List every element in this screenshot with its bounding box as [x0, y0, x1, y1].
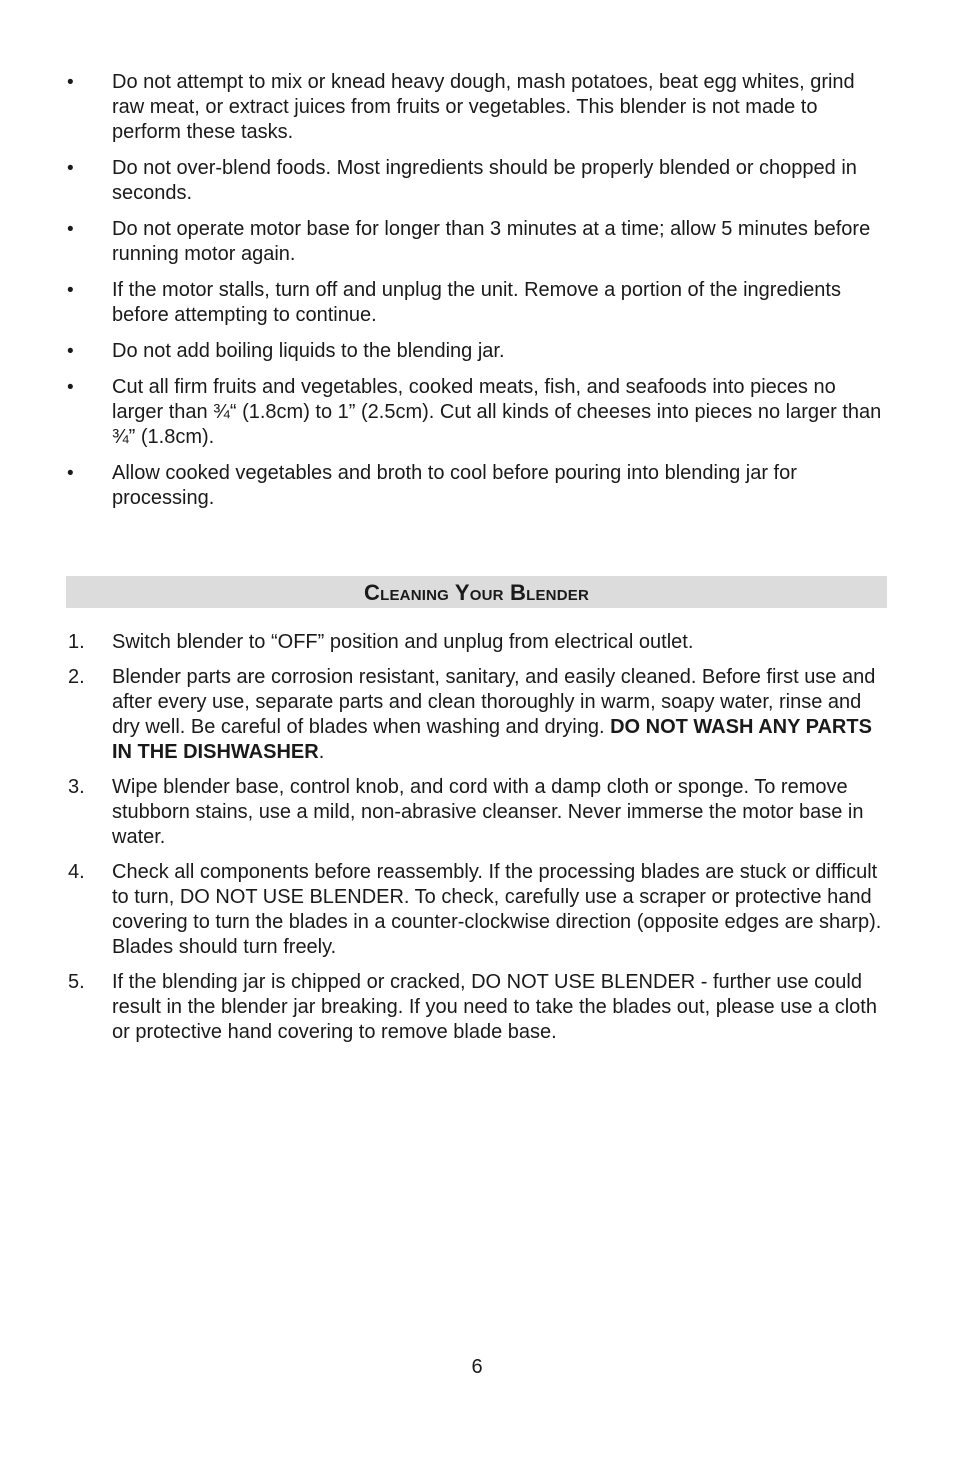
list-item — [66, 375, 886, 450]
step-number: 5. — [68, 971, 85, 993]
bullet-marker: • — [67, 72, 74, 93]
page-number: 6 — [471, 1356, 483, 1378]
step-number: 4. — [68, 861, 85, 883]
list-item — [66, 461, 886, 511]
list-item — [66, 630, 888, 655]
bullet-marker: • — [67, 219, 74, 240]
bullet-marker: • — [67, 280, 74, 301]
step-warning: DO NOT WASH ANY PARTS IN THE DISHWASHER — [112, 716, 872, 763]
list-item-text: If the motor stalls, turn off and unplug the unit. Remove a portion of the ingredients before attempting to continue. — [112, 279, 841, 326]
step-number: 3. — [68, 776, 85, 798]
list-item — [66, 278, 886, 328]
bullet-marker: • — [67, 158, 74, 179]
step-text: Switch blender to “OFF” position and unplug from electrical outlet. — [112, 631, 694, 653]
bullet-marker: • — [67, 463, 74, 484]
step-text: If the blending jar is chipped or cracked, DO NOT USE BLENDER - further use could result in the blender jar breaking. If you need to take the blades out, please use a cloth or protective hand covering to remove blade base. — [112, 971, 877, 1043]
section-heading-bar — [66, 576, 887, 608]
step-text: Check all components before reassembly. If the processing blades are stuck or difficult to turn, DO NOT USE BLENDER. To check, carefully use a scraper or protective hand covering to turn the blades in a counter-clockwise direction (opposite edges are sharp). Blades should turn freely. — [112, 861, 882, 958]
step-text-end: . — [318, 741, 325, 763]
step-text: Blender parts are corrosion resistant, sanitary, and easily cleaned. Before first use and after every use, separate parts and clean thoroughly in warm, soapy water, rinse and dry well. Be careful of blades when washing and drying. — [112, 666, 876, 738]
list-item — [66, 217, 886, 267]
list-item-text: Do not attempt to mix or knead heavy dough, mash potatoes, beat egg whites, grind raw meat, or extract juices from fruits or vegetables. This blender is not made to perform these tasks. — [112, 71, 855, 143]
step-number: 1. — [68, 631, 85, 653]
list-item — [66, 665, 888, 765]
section-title: Cleaning Your Blender — [364, 580, 589, 605]
list-item-text: Do not over-blend foods. Most ingredients should be properly blended or chopped in seconds. — [112, 157, 857, 204]
list-item-text: Cut all firm fruits and vegetables, cooked meats, fish, and seafoods into pieces no larger than ¾“ (1.8cm) to 1” (2.5cm). Cut all kinds of cheeses into pieces no larger than ¾” (1.8cm). — [112, 376, 882, 448]
step-text: Wipe blender base, control knob, and cord with a damp cloth or sponge. To remove stubborn stains, use a mild, non-abrasive cleanser. Never immerse the motor base in water. — [112, 776, 864, 848]
list-item-text: Do not add boiling liquids to the blending jar. — [112, 340, 505, 362]
list-item — [66, 860, 888, 960]
list-item — [66, 339, 886, 364]
cleaning-steps-list — [66, 630, 888, 1055]
precautions-list — [66, 70, 886, 522]
list-item-text: Allow cooked vegetables and broth to cool before pouring into blending jar for processing. — [112, 462, 797, 509]
bullet-marker: • — [67, 341, 74, 362]
list-item — [66, 70, 886, 145]
bullet-marker: • — [67, 377, 74, 398]
step-number: 2. — [68, 666, 85, 688]
list-item-text: Do not operate motor base for longer than 3 minutes at a time; allow 5 minutes before running motor again. — [112, 218, 871, 265]
list-item — [66, 970, 888, 1045]
list-item — [66, 156, 886, 206]
list-item — [66, 775, 888, 850]
